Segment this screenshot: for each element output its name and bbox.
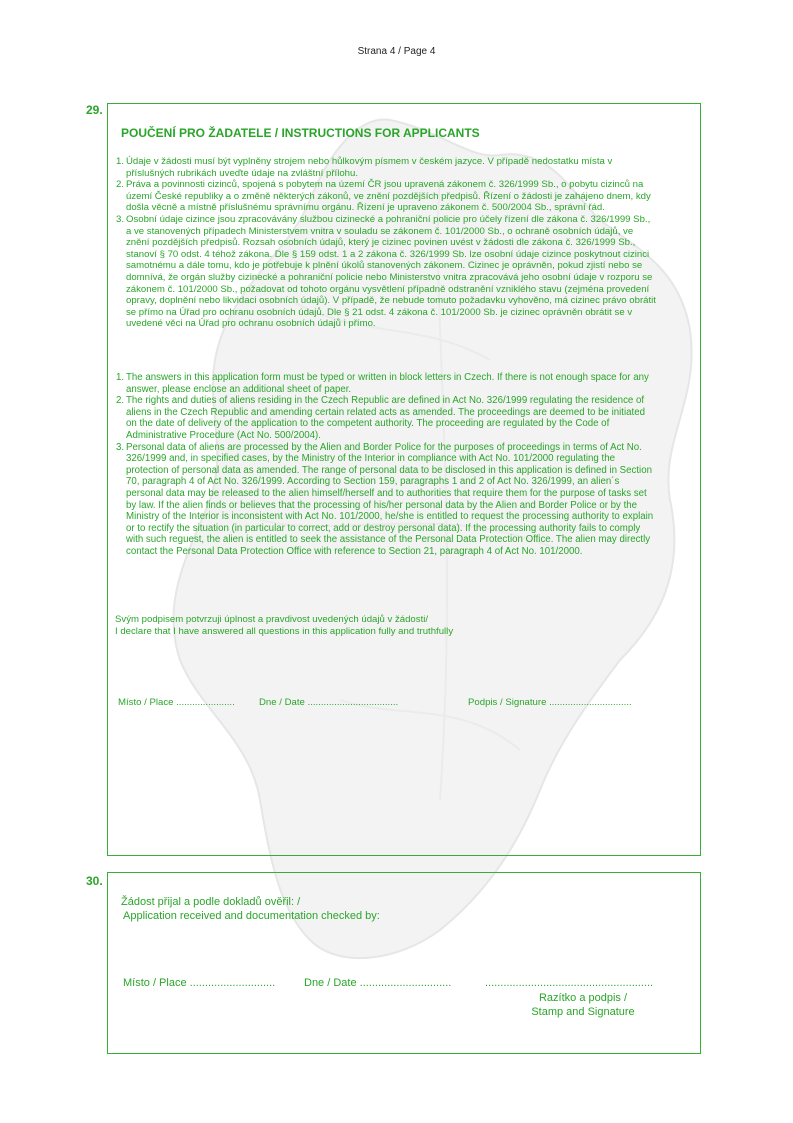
received-by-en: Application received and documentation checked by: [123,910,380,922]
received-by-cz: Žádost přijal a podle dokladů ověřil: / [121,896,301,908]
place-field[interactable]: Místo / Place ............................ [123,977,276,989]
list-item: 1. The answers in this application form must be typed or written in block letters in Czech. If there is not enough space for any answer, please enclose an additional sheet of paper. [116,372,649,395]
section-30-number: 30. [86,874,103,888]
section-29-box [107,103,701,856]
list-item: 3. Personal data of aliens are processed by the Alien and Border Police for the purposes of proceedings in terms of Act No. 326/1999 and, in specified cases, by the Ministry of the Interior in compliance with Act No. 101/2000 regulating the protection of personal data as amended. The range of personal data to be disclosed in this application is defined in Section 70, paragraph 4 of Act No. 326/1999. According to Section 159, paragraphs 1 and 2 of Act No. 326/1999, an alien´s personal data may be released to the alien himself/herself and to authorities that require them for the purpose of tasks set by law. If the alien finds or believes that the processing of his/her personal data by the Alien and Border Police or by the Ministry of the Interior is inconsistent with Act No. 101/2000, he/she is entitled to request the processing authority to explain or to rectify the situation (in particular to correct, add or destroy personal data). If the processing authority fails to comply with such reguest, the alien is entitled to seek the assistance of the Personal Data Protection Office. The alien may directly contact the Personal Data Protection Office with reference to Section 21, paragraph 4 of Act No. 101/2000. [116,441,654,557]
list-item: 3. Osobní údaje cizince jsou zpracovávány službou cizinecké a pohraniční policie pro účely řízení dle zákona č. 326/1999 Sb., a ve stanovených případech Ministerstvem vnitra v souladu se zákonem č. 101/2000 Sb., o ochraně osobních údajů, ve znění pozdějších předpisů. Rozsah osobních údajů, který je cizinec povinen uvést v žádosti dle zákona č. 326/1999 Sb., stanoví § 70 odst. 4 téhož zákona. Dle § 159 odst. 1 a 2 zákona č. 326/1999 Sb. lze osobní údaje cizince poskytnout cizinci samotnému a dále tomu, kdo je potřebuje k plnění úkolů stanovených zákonem. Cizinec je oprávněn, pokud zjistí nebo se domnívá, že orgán služby cizinecké a pohraniční policie nebo Ministerstvo vnitra zpracovává jeho osobní údaje v rozporu se zákonem č. 101/2000 Sb., požadovat od tohoto orgánu vysvětlení případně odstranění vzniklého stavu (zejména provedení opravy, doplnění nebo likvidaci osobních údajů). V případě, že nebude tomuto požadavku vyhověno, má cizinec právo obrátit se přímo na Úřad pro ochranu osobních údajů. Dle § 21 odst. 4 zákona č. 101/2000 Sb. je cizinec oprávněn obrátit se v uvedené věci na Úřad pro ochranu osobních údajů i přímo. [116,213,656,330]
date-field[interactable]: Dne / Date .............................. [304,977,452,989]
stamp-signature-line[interactable]: ....................................................... [485,977,654,989]
english-instructions-list [116,372,656,558]
signature-field[interactable]: Podpis / Signature ............................... [468,697,632,708]
instructions-heading: POUČENÍ PRO ŽADATELE / INSTRUCTIONS FOR APPLICANTS [121,126,480,140]
declaration-en: I declare that I have answered all questions in this application fully and truthfully [115,626,454,637]
stamp-label [518,991,648,1019]
date-field[interactable]: Dne / Date .................................. [259,697,399,708]
section-30-box [107,872,701,1054]
page-number-header: Strana 4 / Page 4 [357,46,436,57]
list-item: 2. Práva a povinnosti cizinců, spojená s pobytem na území ČR jsou upravená zákonem č. 326/1999 Sb., o pobytu cizinců na území České republiky a o změně některých zákonů, ve znění pozdějších předpisů. Řízení o žádosti je zahájeno dnem, kdy došla věcně a místně příslušnému správnímu orgánu. Řízení je upraveno zákonem č. 500/2004 Sb., správní řád. [116,179,651,214]
stamp-label-en: Stamp and Signature [531,1006,635,1018]
czech-instructions-list [116,156,656,330]
section-29-number: 29. [86,103,103,117]
list-item: 2. The rights and duties of aliens residing in the Czech Republic are defined in Act No. 326/1999 regulating the residence of aliens in the Czech Republic and amending certain related acts as amended. The proceedings are deemed to be initiated on the date of delivery of the application to the competent authority. The proceeding are regulated by the Code of Administrative Procedure (Act No. 500/2004). [116,395,645,441]
stamp-label-cz: Razítko a podpis / [538,992,628,1004]
declaration-cz: Svým podpisem potvrzuji úplnost a pravdivost uvedených údajů v žádosti/ [115,614,429,625]
declaration [115,614,453,638]
place-field[interactable]: Místo / Place ...................... [118,697,235,708]
list-item: 1. Údaje v žádosti musí být vyplněny strojem nebo hůlkovým písmem v českém jazyce. V případě nedostatku místa v příslušných rubrikách uveďte údaje na zvláštní přílohu. [116,156,613,179]
